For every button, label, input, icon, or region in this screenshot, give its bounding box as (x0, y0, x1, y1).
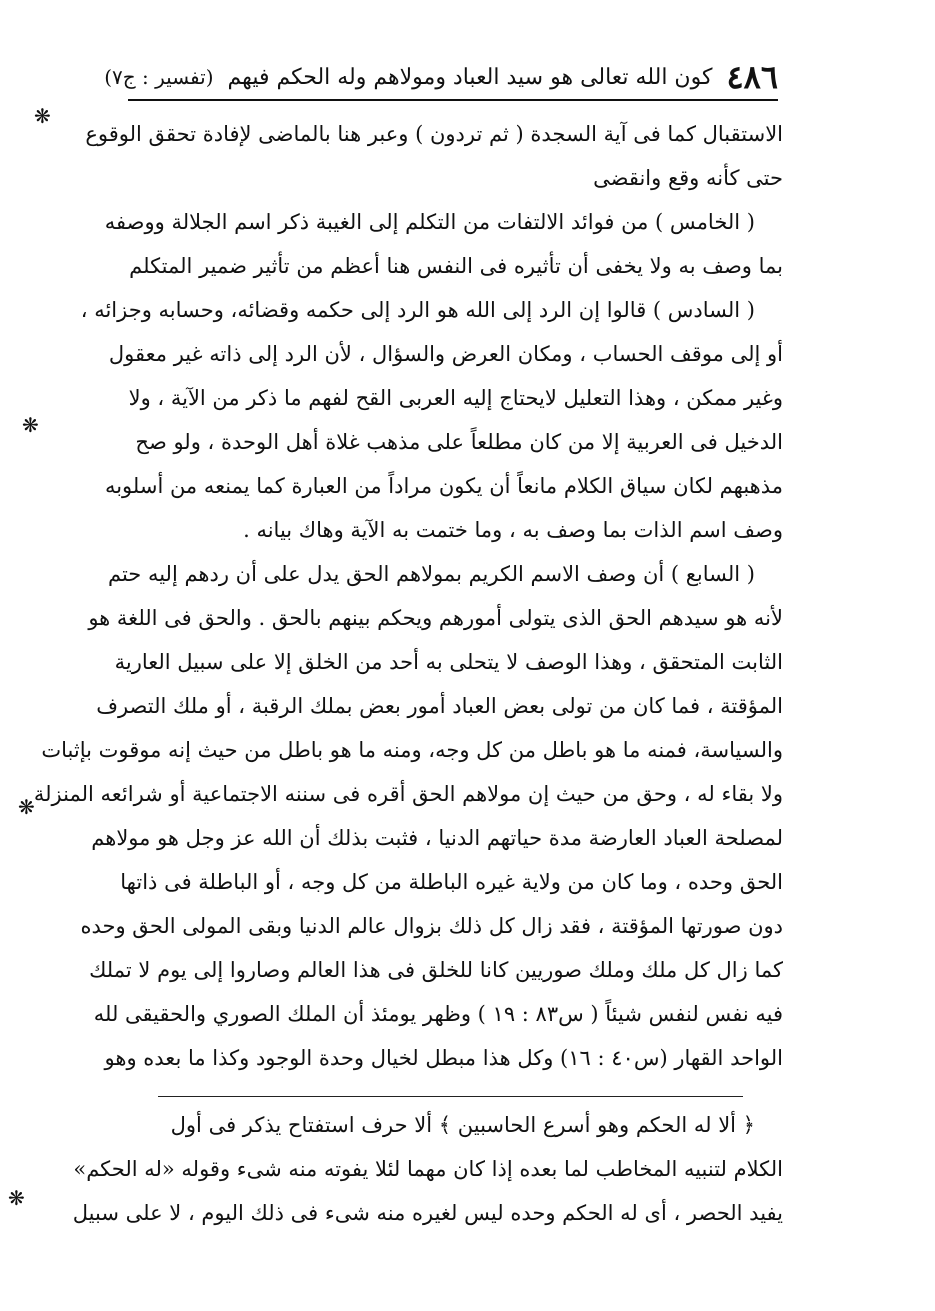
text-line: الواحد القهار (س٤٠ : ١٦) وكل هذا مبطل لخيال وحدة الوجود وكذا ما بعده وهو (104, 1046, 783, 1070)
page-header (104, 55, 778, 101)
text-line: فيه نفس لنفس شيئاً ( س٨٣ : ١٩ ) وظهر يومئذ أن الملك الصوري والحقيقى لله (93, 1002, 783, 1026)
text-line: لأنه هو سيدهم الحق الذى يتولى أمورهم ويحكم بينهم بالحق . والحق فى اللغة هو (88, 606, 783, 630)
text-line: الدخيل فى العربية إلا من كان مطلعاً على مذهب غلاة أهل الوحدة ، ولو صح (135, 430, 783, 454)
text-line: الحق وحده ، وما كان من ولاية غيره الباطلة من كل وجه ، أو الباطلة فى ذاتها (120, 870, 783, 894)
page-number: ٤٨٦ (726, 58, 778, 96)
paragraph-fifth: ( الخامس ) من فوائد الالتفات من التكلم إلى الغيبة ذكر اسم الجلالة ووصفه (104, 210, 755, 234)
margin-ornament-icon: ❋ (22, 413, 39, 437)
text-line: المؤقتة ، فما كان من تولى بعض العباد أمور بعض بملك الرقبة ، أو ملك التصرف (96, 694, 783, 718)
text-line: الثابت المتحقق ، وهذا الوصف لا يتحلى به أحد من الخلق إلا على سبيل العارية (114, 650, 783, 674)
text-line: حتى كأنه وقع وانقضى (593, 166, 783, 190)
text-line: ولا بقاء له ، وحق من حيث إن مولاهم الحق أقره فى سننه الاجتماعية أو شرائعه المنزلة (33, 782, 783, 806)
margin-ornament-icon: ❋ (34, 104, 51, 128)
margin-ornament-icon: ❋ (18, 795, 35, 819)
text-line: يفيد الحصر ، أى له الحكم وحده ليس لغيره منه شىء فى ذلك اليوم ، لا على سبيل (72, 1201, 783, 1225)
text-line: الكلام لتنبيه المخاطب لما بعده إذا كان مهما لئلا يفوته منه شىء وقوله «له الحكم» (73, 1157, 783, 1181)
volume-reference: (تفسير : ج٧) (104, 65, 214, 89)
text-line: مذهبهم لكان سياق الكلام مانعاً أن يكون مراداً من العبارة كما يمنعه من أسلوبه (104, 474, 783, 498)
text-line: والسياسة، فمنه ما هو باطل من كل وجه، ومنه ما هو باطل من حيث إنه موقوت بإثبات (41, 738, 783, 762)
text-line: وصف اسم الذات بما وصف به ، وما ختمت به الآية وهاك بيانه . (243, 518, 783, 542)
text-line: أو إلى موقف الحساب ، ومكان العرض والسؤال ، لأن الرد إلى ذاته غير معقول (108, 342, 783, 366)
verse-line: ﴿ ألا له الحكم وهو أسرع الحاسبين ﴾ ألا حرف استفتاح يذكر فى أول (170, 1113, 755, 1137)
text-line: لمصلحة العباد العارضة مدة حياتهم الدنيا ، فثبت بذلك أن الله عز وجل هو مولاهم (91, 826, 783, 850)
text-line: كما زال كل ملك وملك صوريين كانا للخلق فى هذا العالم وصاروا إلى يوم لا تملك (89, 958, 783, 982)
running-title: كون الله تعالى هو سيد العباد ومولاهم وله الحكم فيهم (227, 64, 713, 90)
text-line: بما وصف به ولا يخفى أن تأثيره فى النفس هنا أعظم من تأثير ضمير المتكلم (129, 254, 783, 278)
paragraph-seventh: ( السابع ) أن وصف الاسم الكريم بمولاهم الحق يدل على أن ردهم إليه حتم (107, 562, 755, 586)
text-line: وغير ممكن ، وهذا التعليل لايحتاج إليه العربى القح لفهم ما ذكر من الآية ، ولا (128, 386, 783, 410)
margin-ornament-icon: ❋ (8, 1186, 25, 1210)
paragraph-sixth: ( السادس ) قالوا إن الرد إلى الله هو الرد إلى حكمه وقضائه، وحسابه وجزائه ، (80, 298, 755, 322)
section-divider (158, 1080, 743, 1097)
text-line: الاستقبال كما فى آية السجدة ( ثم تردون ) وعبر هنا بالماضى لإفادة تحقق الوقوع (85, 122, 783, 146)
text-line: دون صورتها المؤقتة ، فقد زال كل ذلك بزوال عالم الدنيا وبقى المولى الحق وحده (80, 914, 783, 938)
page-body (33, 112, 783, 1235)
